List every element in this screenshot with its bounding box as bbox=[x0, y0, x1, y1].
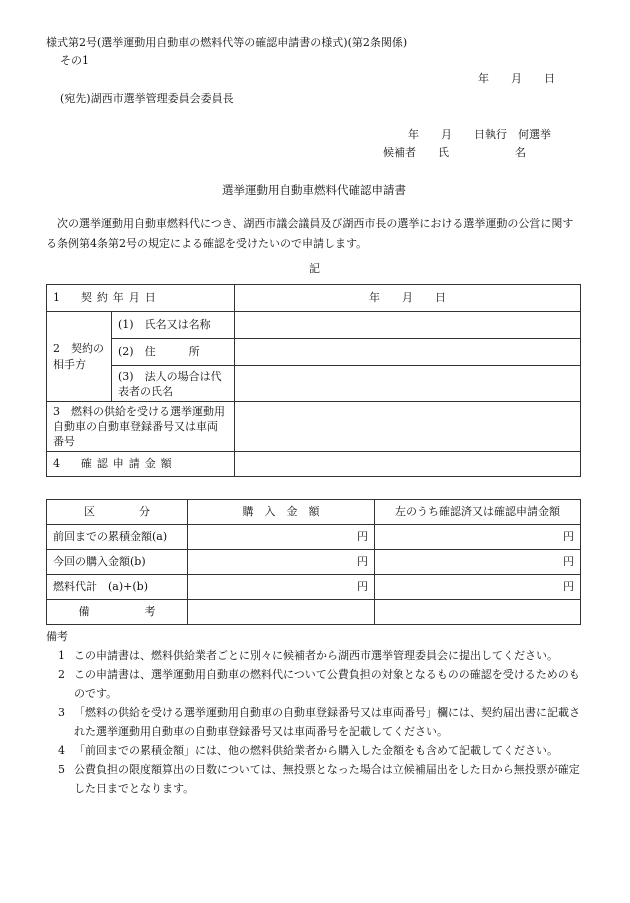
table-row bbox=[47, 600, 581, 625]
note-text: この申請書は、燃料供給業者ごとに別々に候補者から湖西市選挙管理委員会に提出してください。 bbox=[74, 649, 558, 662]
notes-heading: 備考 bbox=[46, 630, 68, 643]
note-number: 5 bbox=[58, 763, 65, 776]
table-row bbox=[47, 575, 581, 600]
counterparty-name-label: (1) 氏名又は名称 bbox=[112, 312, 235, 339]
note-item bbox=[46, 703, 586, 741]
row-label: 前回までの累積金額(a) bbox=[47, 525, 188, 550]
confirmed-amount-cell[interactable]: 円 bbox=[375, 525, 581, 550]
note-item bbox=[46, 741, 586, 760]
addressee: (宛先)湖西市選挙管理委員会委員長 bbox=[60, 92, 234, 105]
note-text: 「燃料の供給を受ける選挙運動用自動車の自動車登録番号又は車両番号」欄には、契約届出書に記載された選挙運動用自動車の自動車登録番号又は車両番号を記載してください。 bbox=[74, 706, 580, 738]
note-text: 公費負担の限度額算出の日数については、無投票となった場合は立候補届出をした日から無投票が確定した日までとなります。 bbox=[74, 763, 580, 795]
candidate-line: 候補者 氏 名 bbox=[383, 146, 526, 159]
remarks-cell[interactable] bbox=[188, 600, 375, 625]
row-label: 備 考 bbox=[47, 600, 188, 625]
purchase-amount-cell[interactable]: 円 bbox=[188, 575, 375, 600]
confirmed-amount-cell[interactable]: 円 bbox=[375, 575, 581, 600]
ki-label: 記 bbox=[309, 262, 320, 275]
note-number: 1 bbox=[58, 649, 65, 662]
vehicle-number-label: 3 燃料の供給を受ける選挙運動用自動車の自動車登録番号又は車両番号 bbox=[47, 402, 235, 452]
date-line: 年 月 日 bbox=[478, 72, 555, 85]
remarks-cell[interactable] bbox=[375, 600, 581, 625]
counterparty-rep-field[interactable] bbox=[235, 366, 581, 402]
note-text: この申請書は、選挙運動用自動車の燃料代について公費負担の対象となるものの確認を受けるためのものです。 bbox=[74, 668, 580, 700]
header-purchase-amount: 購 入 金 額 bbox=[188, 500, 375, 525]
election-line: 年 月 日執行 何選挙 bbox=[408, 128, 551, 141]
table-row bbox=[47, 525, 581, 550]
document-body: 次の選挙運動用自動車燃料代につき、湖西市議会議員及び湖西市長の選挙における選挙運動の公営に関する条例第4条第2号の規定による確認を受けたいので申請します。 bbox=[46, 217, 574, 250]
header-category: 区 分 bbox=[47, 500, 188, 525]
note-item bbox=[46, 646, 586, 665]
request-amount-label: 4 確認申請金額 bbox=[47, 452, 235, 477]
request-amount-field[interactable] bbox=[235, 452, 581, 477]
notes-section bbox=[46, 627, 586, 798]
document-title: 選挙運動用自動車燃料代確認申請書 bbox=[222, 183, 406, 197]
purchase-amount-cell[interactable]: 円 bbox=[188, 525, 375, 550]
contract-date-value: 年 月 日 bbox=[235, 285, 581, 312]
note-item bbox=[46, 665, 586, 703]
contract-table bbox=[46, 284, 581, 477]
confirmed-amount-cell[interactable]: 円 bbox=[375, 550, 581, 575]
form-sub-number: その1 bbox=[60, 54, 89, 67]
note-number: 4 bbox=[58, 744, 65, 757]
note-text: 「前回までの累積金額」には、他の燃料供給業者から購入した金額をも含めて記載してください。 bbox=[74, 744, 558, 757]
form-number: 様式第2号(選挙運動用自動車の燃料代等の確認申請書の様式)(第2条関係) bbox=[46, 36, 408, 49]
counterparty-rep-label: (3) 法人の場合は代表者の氏名 bbox=[112, 366, 235, 402]
note-item bbox=[46, 760, 586, 798]
note-number: 3 bbox=[58, 706, 65, 719]
note-number: 2 bbox=[58, 668, 65, 681]
row-label: 燃料代計 (a)+(b) bbox=[47, 575, 188, 600]
purchase-amount-cell[interactable]: 円 bbox=[188, 550, 375, 575]
vehicle-number-field[interactable] bbox=[235, 402, 581, 452]
row-label: 今回の購入金額(b) bbox=[47, 550, 188, 575]
counterparty-address-field[interactable] bbox=[235, 339, 581, 366]
contract-date-label: 1 契約年月日 bbox=[47, 285, 235, 312]
header-confirmed-amount: 左のうち確認済又は確認申請金額 bbox=[375, 500, 581, 525]
table-row bbox=[47, 550, 581, 575]
counterparty-name-field[interactable] bbox=[235, 312, 581, 339]
counterparty-label: 2 契約の相手方 bbox=[47, 312, 112, 402]
amount-table bbox=[46, 499, 581, 625]
counterparty-address-label: (2) 住 所 bbox=[112, 339, 235, 366]
